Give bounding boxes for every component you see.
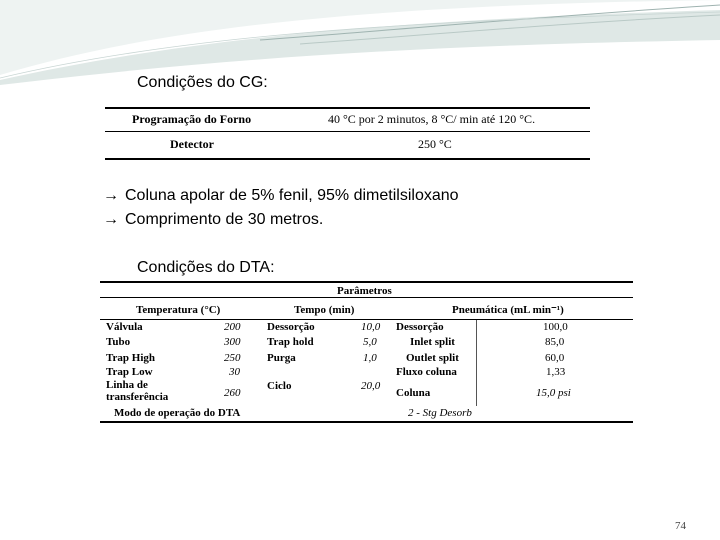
dta-mode-value: 2 - Stg Desorb <box>408 407 472 419</box>
pneumatic-value: 60,0 <box>545 352 565 364</box>
temp-value: 250 <box>224 352 241 364</box>
time-value: 20,0 <box>361 380 381 392</box>
cg-row-value-detector: 250 °C <box>418 137 452 151</box>
header-swoosh-decoration <box>0 0 720 90</box>
dta-header-time: Tempo (min) <box>294 304 355 316</box>
time-label: Trap hold <box>267 336 314 348</box>
time-label: Ciclo <box>267 380 292 392</box>
temp-label: Tubo <box>106 336 131 348</box>
dta-heading: Condições do DTA: <box>137 259 275 276</box>
pneumatic-label: Outlet split <box>406 352 459 364</box>
time-label: Dessorção <box>267 321 315 333</box>
time-value: 10,0 <box>361 321 381 333</box>
column-bullets <box>103 184 459 232</box>
cg-row-label-oven: Programação do Forno <box>132 112 252 126</box>
temp-label: Trap High <box>106 352 156 364</box>
time-value: 1,0 <box>363 352 377 364</box>
pneumatic-value: 100,0 <box>543 321 568 333</box>
bullet-item: → Coluna apolar de 5% fenil, 95% dimetilsiloxano <box>103 187 459 204</box>
page-number: 74 <box>675 520 686 532</box>
cg-row-value-oven: 40 °C por 2 minutos, 8 °C/ min até 120 °C. <box>328 112 536 126</box>
right-arrow-icon: → <box>103 211 119 228</box>
dta-header-temperature: Temperatura (°C) <box>136 304 221 316</box>
bullet-item: → Comprimento de 30 metros. <box>103 211 324 228</box>
temp-value: 260 <box>224 387 241 399</box>
cg-heading: Condições do CG: <box>137 74 268 91</box>
pneumatic-label: Inlet split <box>410 336 455 348</box>
time-value: 5,0 <box>363 336 377 348</box>
temp-value: 300 <box>224 336 241 348</box>
dta-conditions-table <box>100 281 633 423</box>
temp-label: Válvula <box>106 321 143 333</box>
dta-title: Parâmetros <box>337 285 392 297</box>
cg-conditions-table <box>80 100 590 166</box>
pneumatic-value: 1,33 <box>546 366 566 378</box>
pneumatic-value: 15,0 psi <box>536 387 571 399</box>
pneumatic-label: Coluna <box>396 387 431 399</box>
temp-label: Trap Low <box>106 366 153 378</box>
pneumatic-label: Dessorção <box>396 321 444 333</box>
temp-label: Linha de transferência <box>106 379 169 403</box>
temp-value: 30 <box>229 366 240 378</box>
temp-value: 200 <box>224 321 241 333</box>
pneumatic-value: 85,0 <box>545 336 565 348</box>
dta-mode-label: Modo de operação do DTA <box>114 407 241 419</box>
time-label: Purga <box>267 352 296 364</box>
dta-header-pneumatic: Pneumática (mL min⁻¹) <box>452 304 564 316</box>
pneumatic-label: Fluxo coluna <box>396 366 457 378</box>
right-arrow-icon: → <box>103 187 119 204</box>
cg-row-label-detector: Detector <box>170 137 214 151</box>
